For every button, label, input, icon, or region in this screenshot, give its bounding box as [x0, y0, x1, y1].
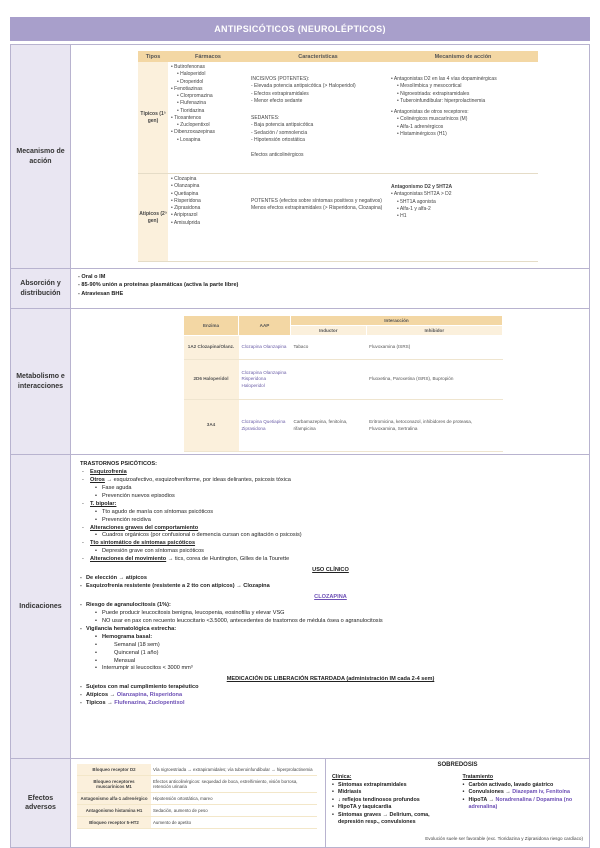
metabolism-table [183, 315, 503, 452]
list-item: - T. bipolar: [80, 501, 581, 509]
section-label: Indicaciones [11, 455, 71, 758]
list-item: • Prevención nuevos episodios [80, 493, 581, 501]
list-item: - Esquizofrenia [80, 469, 581, 477]
feature-line: - Efectos extrapiramidales [251, 90, 309, 97]
drugs-cell [168, 174, 248, 261]
table-row [77, 817, 317, 829]
page-title: ANTIPSICÓTICOS (NEUROLÉPTICOS) [10, 17, 590, 41]
drug-list [171, 64, 245, 144]
mechanism-line: Antagonismo D2 y 5HT2A [391, 184, 453, 190]
list-item: • Mensual [80, 658, 581, 666]
header-cell: Fármacos [195, 53, 221, 60]
list-item: - Vigilancia hematológica estrecha: [80, 626, 581, 634]
feature-line: - Menor efecto sedante [251, 97, 303, 104]
feature-line: INCISIVOS (POTENTES): [251, 76, 310, 82]
section-indicaciones [11, 455, 589, 759]
features-cell [248, 62, 388, 173]
list-item: • Depresión grave con síntomas psicóticos [80, 548, 581, 556]
list-item: • Antagonistas D2 en las 4 vías dopaminérgicas [391, 76, 535, 83]
overdose-footnote: Evolución suele ser favorable (exc. Tioridazina y Ziprasidona riesgo cardíaco) [425, 836, 583, 842]
receptor-cell: Antagonismo histamina H1 [77, 805, 151, 817]
list-item: • Tioridazina [171, 108, 245, 115]
section-absorcion [11, 269, 589, 309]
drug-cell: Clozapina Olanzapina Risperidona Haloperidol [239, 360, 291, 400]
list-item: • Zuclopentixol [171, 122, 245, 129]
list-item: - Otros → esquizoafectivo, esquizofreniforme, por ideas delirantes, psicosis tóxica [80, 477, 581, 485]
list-item: • Síntomas extrapiramidales [332, 782, 452, 790]
receptor-cell: Bloqueo receptores muscarínicos M1 [77, 776, 151, 793]
list-item: - Riesgo de agranulocitosis (1%): [80, 602, 581, 610]
section-label: Mecanismo de acción [11, 45, 71, 268]
list-item: • Colinérgicos muscarínicos (M) [391, 116, 535, 123]
list-item: • Aripiprazol [171, 212, 245, 219]
mechanism-list [391, 76, 535, 138]
mechanism-list [391, 191, 535, 220]
list-item: • Amisulprida [171, 220, 245, 227]
disorders-list [80, 469, 581, 564]
table-row [77, 793, 317, 805]
effect-cell: Sedación, aumento de peso [151, 805, 317, 817]
feature-line: POTENTES (efectos sobre síntomas positivos y negativos) [251, 198, 382, 204]
list-item: • Risperidona [171, 198, 245, 205]
subsection-title: USO CLÍNICO [312, 567, 349, 574]
list-item: - Tto sintomático de síntomas psicóticos [80, 540, 581, 548]
inductor-cell: Tabaco [291, 336, 367, 360]
table-row [77, 776, 317, 793]
list-item: - Atípicos → Olanzapina, Risperidona [80, 692, 581, 700]
header-cell: Interacción [291, 316, 503, 326]
effect-cell: Efectos anticolinérgicos: sequedad de boca, estreñimiento, visión borrosa, retención urinaria [151, 776, 317, 793]
feature-line: - Sedación / somnolencia [251, 129, 308, 136]
list-item: • Interrumpir si leucocitos < 3000 mm³ [80, 665, 581, 673]
receptor-cell: Antagonismo alfa-1 adrenérgico [77, 793, 151, 805]
treatment-list [463, 782, 583, 812]
subsection-title: CLOZAPINA [314, 594, 347, 600]
receptor-cell: Bloqueo receptor D2 [77, 764, 151, 776]
inhibitor-cell: Eritromicina, ketoconazol, inhibidores de proteasa, Fluvoxamina, Sertralina [366, 400, 502, 452]
table-row [138, 174, 538, 262]
section-metabolismo [11, 309, 589, 455]
header-cell: Inhibidor [366, 326, 502, 336]
section-label: Metabolismo e interacciones [11, 309, 71, 454]
table-row [184, 336, 503, 360]
header-cell: Mecanismo de acción [434, 53, 492, 60]
list-item: • HipoTA y taquicardia [332, 804, 452, 812]
list-item: • HipoTA → Noradrenalina / Dopamina (no adrenalina) [463, 797, 583, 812]
list-item: • Alfa-1 adrenérgicos [391, 124, 535, 131]
feature-line: Menos efectos extrapiramidales (> Risperidona, Clozapina) [251, 205, 383, 212]
section-label: Efectos adversos [11, 759, 71, 847]
table-row [184, 360, 503, 400]
features-cell [248, 174, 388, 261]
absorption-list [72, 269, 589, 302]
clinical-list [332, 782, 452, 827]
depot-list [80, 684, 581, 708]
list-item: • Convulsiones → Diazepam iv, Fenitoína [463, 789, 583, 797]
list-item: • Puede producir leucocitosis benigna, leucopenia, eosinofilia y elevar VSG [80, 610, 581, 618]
feature-line: - Hipotensión ortostática [251, 136, 305, 143]
feature-line: - Baja potencia antipsicótica [251, 122, 314, 129]
header-cell: Características [298, 53, 338, 60]
feature-line: - Elevada potencia antipsicótica (> Haloperidol) [251, 83, 356, 90]
drug-cell: Clozapina Olanzapina [239, 336, 291, 360]
feature-line: SEDANTES: [251, 115, 280, 121]
drugs-cell [168, 62, 248, 173]
type-cell: Atípicos (2ª gen) [138, 174, 168, 261]
header-cell: Tipos [145, 53, 161, 60]
mechanism-table-header [138, 51, 538, 62]
list-item: • Antagonistas 5HT2A > D2 [391, 191, 535, 198]
header-cell: AAP [239, 316, 291, 336]
list-item: • Quetiapina [171, 191, 245, 198]
list-item: • Carbón activado, lavado gástrico [463, 782, 583, 790]
section-mecanismo [11, 45, 589, 269]
list-item: • Síntomas graves → Delirium, coma, depresión resp., convulsiones [332, 812, 452, 827]
list-item: • Alfa-1 y alfa-2 [391, 206, 535, 213]
subsection-title: MEDICACIÓN DE LIBERACIÓN RETARDADA (administración IM cada 2-4 sem) [226, 676, 435, 683]
list-item: - Esquizofrenia resistente (resistente a 2 tto con atípicos) → Clozapina [80, 583, 581, 591]
drug-list [171, 176, 245, 227]
clinical-column [332, 774, 452, 827]
drug-cell: Clozapina Quetiapina Ziprasidona [239, 400, 291, 452]
list-item: • Quincenal (1 año) [80, 650, 581, 658]
effect-cell: Aumento de apetito [151, 817, 317, 829]
effect-cell: Vía nigroestriada → extrapiramidales; vía tuberoinfundibular → hiperprolactinemia [151, 764, 317, 776]
list-item: • Haloperidol [171, 71, 245, 78]
list-item: • Ziprasidona [171, 205, 245, 212]
list-item: • Loxapina [171, 137, 245, 144]
list-item: • Histaminérgicos (H1) [391, 131, 535, 138]
list-item: • Dibenzoxazepinas [171, 129, 245, 136]
list-item: • Prevención recidiva [80, 517, 581, 525]
list-item: • Droperidol [171, 79, 245, 86]
list-item: - 85-90% unión a proteínas plasmáticas (activa la parte libre) [78, 281, 583, 289]
clinical-use-list [80, 575, 581, 591]
treatment-column [463, 774, 583, 827]
mechanism-cell [388, 62, 538, 173]
overdose-title: SOBREDOSIS [437, 762, 478, 768]
list-item: • Fase aguda [80, 485, 581, 493]
type-cell: Típicos (1ª gen) [138, 62, 168, 173]
list-item: • Nigroestriada: extrapiramidales [391, 91, 535, 98]
table-row [77, 764, 317, 776]
list-item: • Flufenazina [171, 100, 245, 107]
list-item: • Fenotiazinas [171, 86, 245, 93]
indications-content [72, 455, 589, 708]
inductor-cell: Carbamazepina, fenitoína, rifampicina [291, 400, 367, 452]
list-item: - Alteraciones graves del comportamiento [80, 525, 581, 533]
mechanism-cell [388, 174, 538, 261]
mechanism-table [138, 51, 538, 262]
table-row [138, 62, 538, 174]
list-item: • H1 [391, 213, 535, 220]
table-row [77, 805, 317, 817]
list-item: - Típicos → Flufenazina, Zuclopentixol [80, 700, 581, 708]
list-item: • Butirofenonas [171, 64, 245, 71]
section-label: Absorción y distribución [11, 269, 71, 308]
summary-sheet [10, 44, 590, 848]
header-cell: Enzima [184, 316, 239, 336]
list-item: - Alteraciones del movimiento → tics, corea de Huntington, Gilles de la Tourette [80, 556, 581, 564]
list-item: • Midriasis [332, 789, 452, 797]
overdose-panel [325, 759, 589, 847]
inhibitor-cell: Fluoxetina, Paroxetina (ISRS), Bupropión [366, 360, 502, 400]
list-item: • 5HT1A agonista [391, 199, 535, 206]
list-item: • Tuberoinfundibular: hiperprolactinemia [391, 98, 535, 105]
list-item: • Tto agudo de manía con síntomas psicóticos [80, 509, 581, 517]
list-item: • Cuadros orgánicos (por confusional o demencia cursan con agitación o psicosis) [80, 532, 581, 540]
table-row [184, 400, 503, 452]
list-item: • Clorpromazina [171, 93, 245, 100]
header-cell: Inductor [291, 326, 367, 336]
enzyme-cell: 2D6 Haloperidol [184, 360, 239, 400]
list-item: • Hemograma basal: [80, 634, 581, 642]
list-item: - De elección → atípicos [80, 575, 581, 583]
adverse-effects-table-wrap [77, 764, 317, 829]
table-header-row [184, 316, 503, 326]
list-item: - Atraviesan BHE [78, 290, 583, 298]
list-item: • Tioxantenos [171, 115, 245, 122]
list-item: • Semanal (18 sem) [80, 642, 581, 650]
inhibitor-cell: Fluvoxamina (ISRS) [366, 336, 502, 360]
feature-line: Efectos anticolinérgicos [251, 152, 304, 158]
enzyme-cell: 3A4 [184, 400, 239, 452]
list-item: • Clozapina [171, 176, 245, 183]
list-item: • Mesolímbica y mesocortical [391, 83, 535, 90]
subsection-title: TRASTORNOS PSICÓTICOS: [80, 461, 157, 467]
list-item: - Oral o IM [78, 273, 583, 281]
column-title: Tratamiento [462, 774, 494, 780]
column-title: Clínica: [332, 774, 352, 780]
list-item: • ↓ reflejos tendinosos profundos [332, 797, 452, 805]
inductor-cell [291, 360, 367, 400]
effect-cell: Hipotensión ortostática, mareo [151, 793, 317, 805]
list-item: • Olanzapina [171, 183, 245, 190]
list-item: • NO usar en pax con recuento leucocitario <3.5000, antecedentes de trastornos de médula ósea o agranulocitosis [80, 618, 581, 626]
section-efectos [11, 759, 589, 847]
adverse-effects-table [77, 764, 317, 829]
list-item: - Sujetos con mal cumplimiento terapéutico [80, 684, 581, 692]
enzyme-cell: 1A2 Clozapina/Olanz. [184, 336, 239, 360]
clozapine-list [80, 602, 581, 673]
receptor-cell: Bloqueo receptor 5-HT2 [77, 817, 151, 829]
list-item: • Antagonistas de otros receptores: [391, 109, 535, 116]
